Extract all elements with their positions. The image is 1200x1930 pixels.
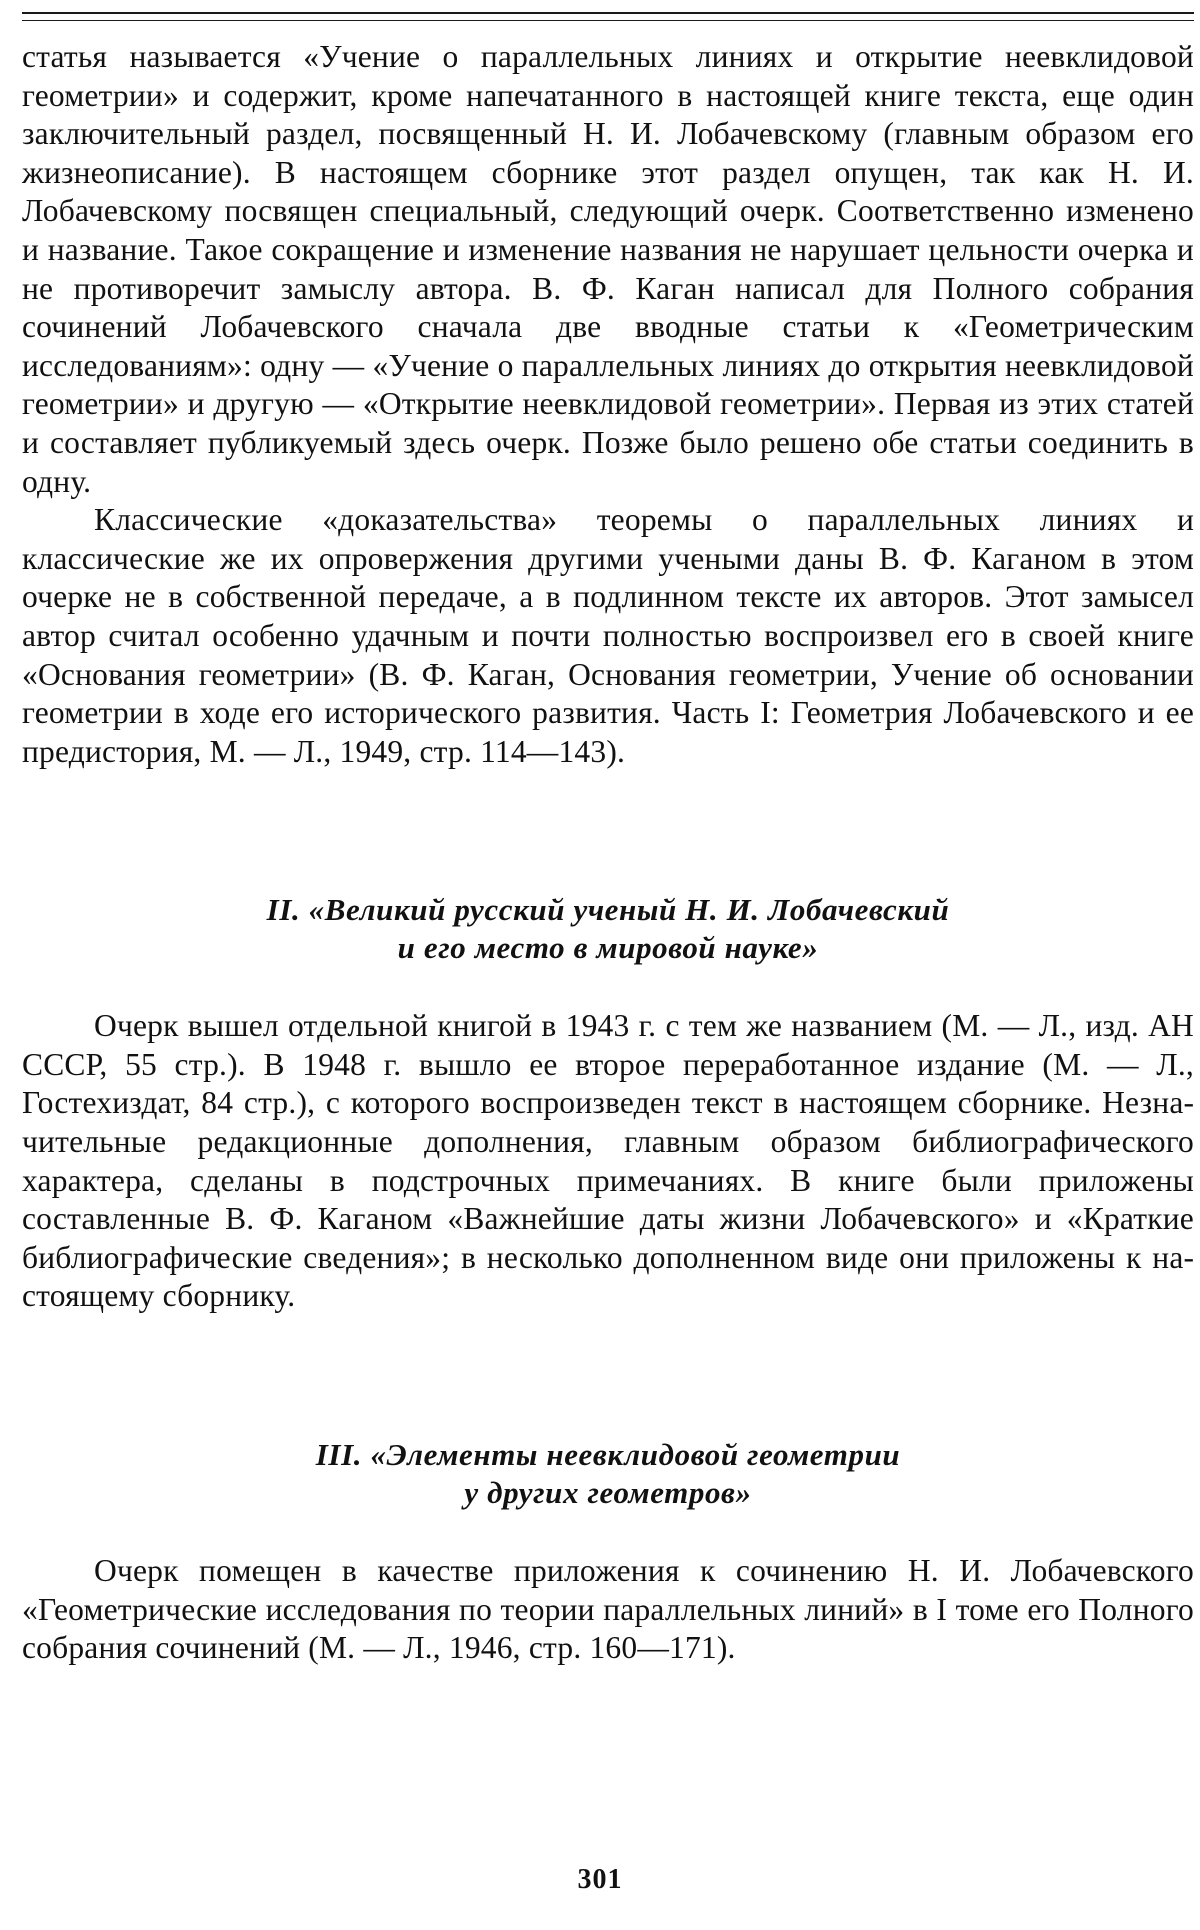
page-number: 301	[577, 1864, 623, 1895]
section-2-title	[22, 891, 1194, 967]
section-2-title-line-1: II. «Великий русский ученый Н. И. Лобачевский	[266, 892, 950, 928]
section-2-title-line-2: и его место в мировой науке»	[397, 930, 819, 966]
section-3-title-line-1: III. «Элементы неевклидовой геометрии	[315, 1437, 901, 1473]
paragraph-classical-proofs: Классические «доказательства» теоремы о параллельных линиях и классические же их опровержения другими учеными даны В. Ф. Каганом в этом очерке не в собственной передаче, а в подлинном тексте их авторов. Этот замысел автор считал особенно удачным и почти полностью воспроизвел его в своей книге «Основания геометрии» (В. Ф. Каган, Основания геометрии, Учение об основании геометрии в ходе его исторического развития. Часть I: Геометрия Лобачевского и ее предистория, М. — Л., 1949, стр. 114—143).	[22, 502, 1194, 769]
paragraph-section-2-body: Очерк вышел отдельной книгой в 1943 г. с тем же названием (М. — Л., изд. АН СССР, 55 стр.). В 1948 г. вышло ее второе переработанное издание (М. — Л., Гостехиздат, 84 стр.), с которого воспроизведен текст в настоящем сборнике. Незначительные редакционные дополнения, главным образом библиографического характера, сделаны в подстрочных примечаниях. В книге были приложены составленные В. Ф. Каганом «Важнейшие даты жизни Лобачевского» и «Краткие библиографические сведения»; в несколько дополненном виде они приложены к настоящему сборнику.	[22, 1008, 1194, 1314]
top-rule-thin	[22, 20, 1194, 21]
paragraph-intro-continuation: статья называется «Учение о параллельных линиях и открытие неевклидовой геометрии» и содержит, кроме напечатанного в настоящей книге текста, еще один заключительный раздел, посвященный Н. И. Лобачевскому (главным образом его жизнеописание). В настоящем сборнике этот раздел опущен, так как Н. И. Лобачевскому посвящен специальный, следующий очерк. Соответственно изменено и название. Такое сокращение и изменение названия не нарушает цельности очерка и не противоречит замыслу автора. В. Ф. Каган написал для Полного собрания сочинений Лобачевского сначала две вводные статьи к «Геометрическим исследованиям»: одну — «Учение о параллельных линиях до открытия неевклидовой геометрии» и другую — «Открытие неевклидовой геометрии». Первая из этих статей и составляет публикуемый здесь очерк. Позже было решено обе статьи соединить в одну.	[22, 39, 1194, 499]
paragraph-section-3-body: Очерк помещен в качестве приложения к сочинению Н. И. Лобачевского «Геометрические исследования по теории параллельных линий» в I томе его Полного собрания сочинений (М. — Л., 1946, стр. 160—171).	[22, 1553, 1194, 1666]
page-body	[22, 38, 1194, 1668]
section-3-title	[22, 1436, 1194, 1512]
top-rule	[22, 12, 1194, 14]
section-3-title-line-2: у других геометров»	[464, 1475, 752, 1511]
